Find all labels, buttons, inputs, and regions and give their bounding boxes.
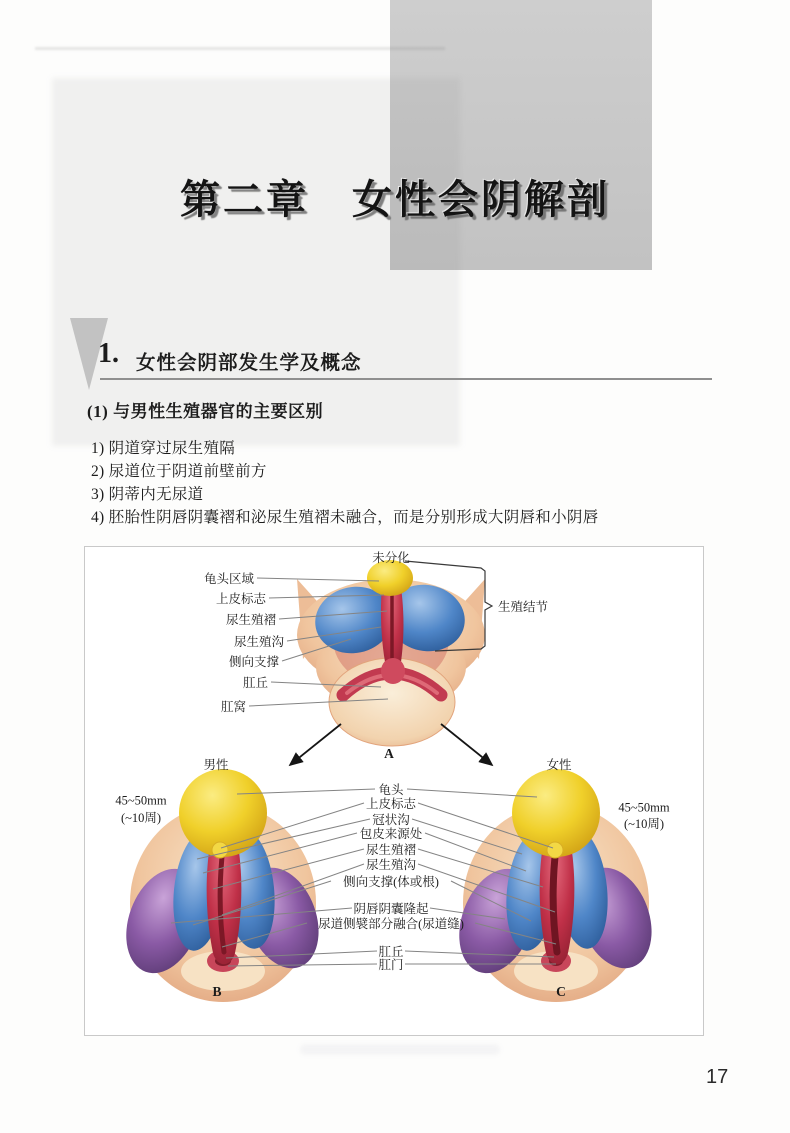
bleedthrough-ghost-line bbox=[35, 47, 445, 50]
label-anus: 肛门 bbox=[378, 958, 404, 972]
label-anal-tubercle-bc: 肛丘 bbox=[378, 945, 404, 959]
panel-a-illustration bbox=[297, 560, 485, 746]
list-item: 3) 阴蒂内无尿道 bbox=[91, 486, 204, 503]
list-item: 1) 阴道穿过尿生殖隔 bbox=[91, 440, 236, 457]
label-male: 男性 bbox=[203, 758, 229, 772]
label-urogenital-groove-bc: 尿生殖沟 bbox=[365, 858, 417, 872]
label-anal-pit: 肛窝 bbox=[220, 700, 246, 714]
panel-letter-a: A bbox=[384, 746, 394, 761]
label-prepuce-origin: 包皮来源处 bbox=[359, 827, 423, 841]
label-undifferentiated: 未分化 bbox=[372, 551, 410, 565]
label-female: 女性 bbox=[546, 758, 572, 772]
chapter-title: 第二章 女性会阴解剖 bbox=[180, 178, 610, 222]
label-urethral-raphe: 尿道侧襞部分融合(尿道缝) bbox=[318, 917, 464, 931]
size-label-right-2: (~10周) bbox=[623, 817, 665, 831]
label-epithelial-tag-bc: 上皮标志 bbox=[365, 797, 417, 811]
section-number: 1. bbox=[98, 338, 119, 369]
panel-letter-c: C bbox=[556, 984, 566, 999]
list-item: 4) 胚胎性阴唇阴囊褶和泌尿生殖褶未融合，而是分别形成大阴唇和小阴唇 bbox=[91, 509, 599, 526]
label-urogenital-fold: 尿生殖褶 bbox=[225, 613, 276, 627]
size-label-left-2: (~10周) bbox=[120, 811, 162, 825]
label-lateral-support-bc: 侧向支撑(体或根) bbox=[343, 875, 439, 889]
label-urogenital-fold-bc: 尿生殖褶 bbox=[365, 843, 417, 857]
section-underline bbox=[100, 378, 712, 380]
arrow-to-female bbox=[441, 724, 492, 765]
section-title: 女性会阴部发生学及概念 bbox=[136, 353, 362, 374]
label-labioscrotal-swelling: 阴唇阴囊隆起 bbox=[353, 902, 429, 916]
subsection-title: (1) 与男性生殖器官的主要区别 bbox=[87, 402, 324, 421]
arrow-to-male bbox=[290, 724, 341, 765]
figure-box bbox=[84, 546, 704, 1036]
bleedthrough-ghost-bar bbox=[300, 1044, 500, 1055]
bleedthrough-ghost-block bbox=[52, 78, 460, 446]
label-genital-tubercle: 生殖结节 bbox=[498, 600, 549, 614]
panel-letter-b: B bbox=[212, 984, 222, 999]
size-label-left-1: 45~50mm bbox=[115, 793, 167, 808]
label-epithelial-tag: 上皮标志 bbox=[215, 592, 266, 606]
list-item: 2) 尿道位于阴道前壁前方 bbox=[91, 463, 267, 480]
page-number: 17 bbox=[706, 1066, 729, 1088]
size-label-right-1: 45~50mm bbox=[618, 800, 670, 815]
label-urogenital-groove: 尿生殖沟 bbox=[233, 635, 284, 649]
label-glans: 龟头 bbox=[378, 783, 404, 797]
label-glans-region: 龟头区域 bbox=[203, 572, 254, 586]
label-lateral-support: 侧向支撑 bbox=[228, 655, 279, 669]
label-anal-tubercle-a: 肛丘 bbox=[242, 676, 268, 690]
label-coronal-groove: 冠状沟 bbox=[372, 813, 410, 827]
